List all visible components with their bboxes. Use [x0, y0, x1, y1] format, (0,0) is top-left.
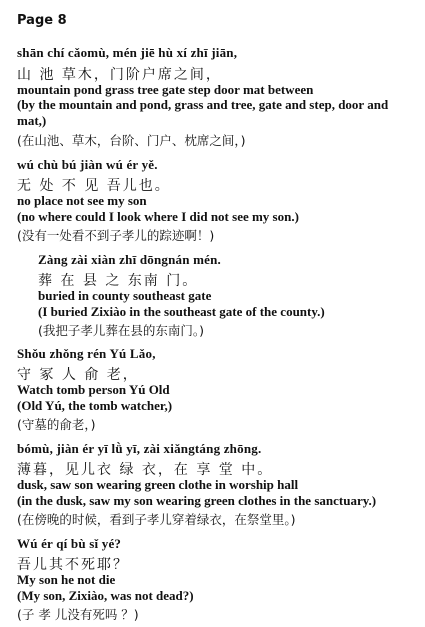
stanza-4-translation: (守墓的俞老，): [17, 417, 96, 432]
stanza-3-gloss: (I buried Zixiào in the southeast gate of the county.): [38, 304, 325, 319]
stanza-1-pinyin: shān chí cǎomù, mén jiē hù xí zhī jiān,: [17, 45, 238, 60]
stanza-3-translation: (我把子孝儿葬在县的东南门。): [38, 323, 205, 338]
stanza-3-pinyin: Zàng zài xiàn zhī dōngnán mén.: [38, 252, 221, 267]
stanza-1-hanzi: 山 池 草木，门阶户席之间，: [17, 67, 222, 83]
stanza-4-hanzi: 守 冢 人 俞 老，: [17, 367, 139, 383]
stanza-6-gloss: (My son, Zixiào, was not dead?): [17, 588, 194, 603]
stanza-4-pinyin: Shǒu zhǒng rén Yú Lǎo,: [17, 346, 156, 361]
page-number: Page 8: [17, 13, 67, 28]
stanza-5-english: dusk, saw son wearing green clothe in worship hall: [17, 477, 299, 492]
stanza-2-gloss: (no where could I look where I did not see my son.): [17, 209, 299, 224]
stanza-5-translation: (在傍晚的时候，看到子孝儿穿着绿衣，在祭堂里。): [17, 512, 296, 527]
stanza-6-english: My son he not die: [17, 572, 116, 587]
stanza-2-hanzi: 无 处 不 见 吾儿也。: [17, 178, 171, 194]
stanza-1-english: mountain pond grass tree gate step door mat between: [17, 82, 314, 97]
stanza-4-gloss: (Old Yú, the tomb watcher,): [17, 398, 173, 413]
stanza-1-gloss: (by the mountain and pond, grass and tree, gate and step, door and mat,): [17, 97, 389, 128]
stanza-5-gloss: (in the dusk, saw my son wearing green clothes in the sanctuary.): [17, 493, 377, 508]
stanza-4-english: Watch tomb person Yú Old: [17, 382, 170, 397]
stanza-2-translation: (没有一处看不到子孝儿的踪迹啊！): [17, 228, 215, 243]
stanza-1-translation: (在山池、草木，台阶、门户、枕席之间，): [17, 133, 246, 148]
stanza-3-hanzi: 葬 在 县 之 东南 门。: [38, 273, 199, 289]
stanza-2-english: no place not see my son: [17, 193, 147, 208]
stanza-6-pinyin: Wú ér qí bù sǐ yé?: [17, 536, 122, 551]
stanza-6-translation: (子 孝 儿没有死吗 ？): [17, 607, 139, 622]
stanza-5-hanzi: 薄暮，见儿衣 绿 衣，在 享 堂 中。: [17, 462, 274, 478]
stanza-5-pinyin: bómù, jiàn ér yī lǜ yī, zài xiǎngtáng zhōng.: [17, 441, 262, 456]
stanza-6-hanzi: 吾儿其不死耶？: [17, 557, 129, 573]
stanza-3-english: buried in county southeast gate: [38, 288, 212, 303]
stanza-2-pinyin: wú chù bú jiàn wú ér yě.: [17, 157, 158, 172]
